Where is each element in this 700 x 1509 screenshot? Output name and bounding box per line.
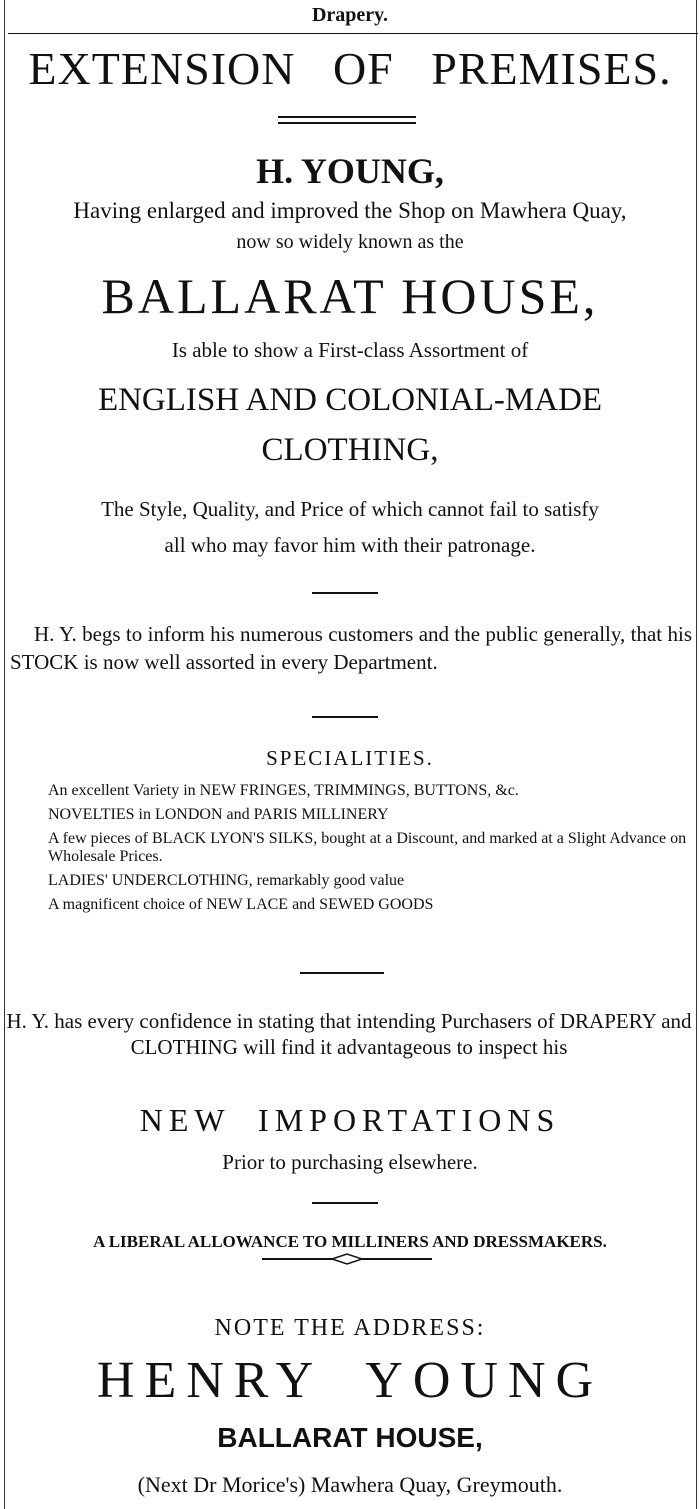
clothing-line-1: ENGLISH AND COLONIAL-MADE [97, 382, 603, 418]
double-rule-top [278, 116, 416, 118]
proprietor-name: H. YOUNG, [256, 151, 444, 191]
intro-line-2: now so widely known as the [236, 231, 464, 253]
style-line-2: all who may favor him with their patronage. [164, 533, 536, 557]
speciality-item: A few pieces of BLACK LYON'S SILKS, bought at a Discount, and marked at a Slight Advance on Wholesale Prices. [48, 830, 687, 865]
divider-4 [312, 1202, 378, 1204]
divider-1 [312, 592, 378, 594]
specialities-list [48, 782, 698, 920]
intro-line-1: Having enlarged and improved the Shop on Mawhera Quay, [73, 198, 627, 223]
confidence-paragraph: H. Y. has every confidence in stating that intending Purchasers of DRAPERY and CLOTHING will find it advantageous to inspect his [6, 1009, 692, 1059]
stock-paragraph: H. Y. begs to inform his numerous customers and the public generally, that his STOCK is now well assorted in every Department. [10, 622, 692, 674]
store-name: BALLARAT HOUSE, [101, 268, 599, 324]
assortment-line: Is able to show a First-class Assortment of [171, 338, 529, 362]
top-rule [8, 33, 698, 34]
store-name-footer: BALLARAT HOUSE, [217, 1422, 483, 1453]
speciality-item: An excellent Variety in NEW FRINGES, TRIMMINGS, BUTTONS, &c. [48, 782, 519, 799]
clothing-line-2: CLOTHING, [261, 432, 439, 468]
prior-line: Prior to purchasing elsewhere. [222, 1150, 478, 1174]
divider-3 [300, 972, 384, 974]
address-line: (Next Dr Morice's) Mawhera Quay, Greymouth. [137, 1472, 563, 1497]
ornamental-rule [262, 1252, 432, 1266]
note-the-address: NOTE THE ADDRESS: [214, 1315, 486, 1341]
speciality-item: NOVELTIES in LONDON and PARIS MILLINERY [48, 806, 389, 823]
section-heading: Drapery. [311, 4, 389, 26]
specialities-heading: SPECIALITIES. [266, 746, 434, 770]
style-line-1: The Style, Quality, and Price of which cannot fail to satisfy [101, 497, 599, 521]
divider-2 [312, 716, 378, 718]
speciality-item: A magnificent choice of NEW LACE and SEWED GOODS [48, 896, 434, 913]
headline: EXTENSION OF PREMISES. [28, 43, 672, 94]
full-name: HENRY YOUNG [96, 1352, 604, 1409]
speciality-item: LADIES' UNDERCLOTHING, remarkably good value [48, 872, 405, 889]
double-rule-bottom [278, 122, 416, 124]
importations-line: NEW IMPORTATIONS [139, 1102, 561, 1138]
allowance-line: A LIBERAL ALLOWANCE TO MILLINERS AND DRESSMAKERS. [93, 1232, 607, 1251]
